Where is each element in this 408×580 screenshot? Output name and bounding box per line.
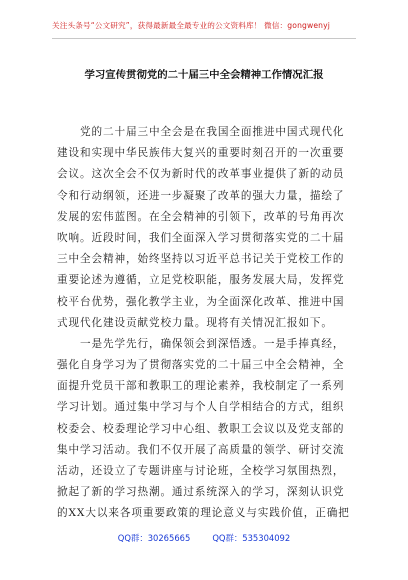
body-line: 党的二十届三中全会是在我国全面推进中国式现代化 [57,126,345,138]
body-line: 三中全会精神，始终坚持以习近平总书记关于党校工作的 [57,253,345,266]
body-line: 校委会、校委理论学习中心组、教职工会议以及党支部的 [57,422,345,435]
body-line: 发展的宏伟蓝图。在全会精神的引领下，改革的号角再次 [57,210,345,223]
body-line: 重要论述为遵循，立足党校职能，服务发展大局，发挥党 [57,274,345,287]
body-line: 会议。这次全会不仅为新时代的改革事业提供了新的动员 [57,168,345,181]
body-line: 强化自身学习为了贯彻落实党的二十届三中全会精神，全 [57,359,345,372]
body-line: 的XX大以来各项重要政策的理论意义与实践价值，正确把 [57,507,350,520]
body-line: 活动，还设立了专题讲座与讨论班，全校学习氛围热烈， [57,465,345,477]
body-line: 校平台优势，强化教学主业，为全面深化改革、推进中国 [57,295,345,308]
footer-qq-group-1: QQ群：30265665 [117,533,191,543]
footer-qq-group-2: QQ群：535304092 [212,533,291,543]
body-line: 式现代化建设贡献党校力量。现将有关情况汇报如下。 [57,316,333,329]
document-body [57,122,357,525]
page-header [0,0,408,40]
body-line: 建设和实现中华民族伟大复兴的重要时刻召开的一次重要 [57,147,345,160]
header-divider [52,38,356,39]
document-title: 学习宣传贯彻党的二十届三中全会精神工作情况汇报 [84,69,324,81]
header-promo-text: 关注头条号“公文研究”，获得最新最全最专业的公文资料库！ 微信：gongwenyj [52,21,331,30]
body-line: 吹响。近段时间，我们全面深入学习贯彻落实党的二十届 [57,231,345,244]
body-line: 面提升党员干部和教职工的理论素养，我校制定了一系列 [57,380,345,393]
body-line: 令和行动纲领，还进一步凝聚了改革的强大力量，描绘了 [57,189,345,202]
page-footer [0,532,408,544]
body-line: 学习计划。通过集中学习与个人自学相结合的方式，组织 [57,401,345,414]
body-line: 一是先学先行，确保领会到深悟透。一是手捧真经， [57,337,345,350]
body-line: 掀起了新的学习热潮。通过系统深入的学习，深刻认识党 [57,486,345,499]
body-line: 集中学习活动。我们不仅开展了高质量的领学、研讨交流 [57,443,345,456]
